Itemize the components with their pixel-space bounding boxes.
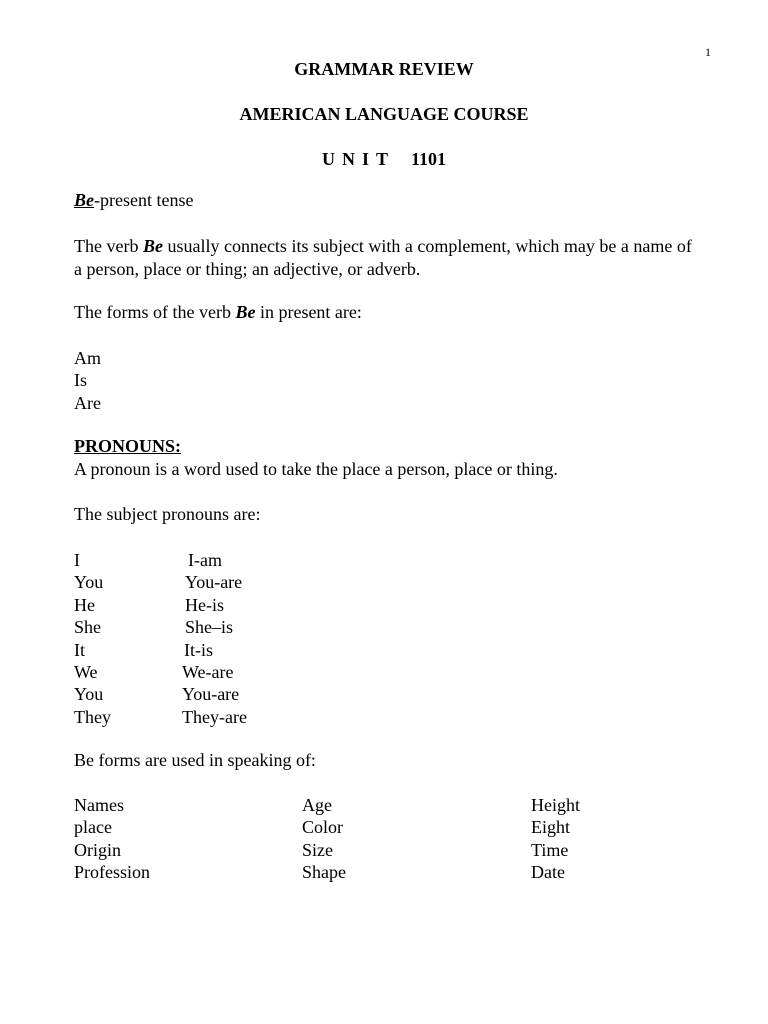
list-item: You-are <box>182 684 240 705</box>
be-forms-list <box>74 347 101 414</box>
document-title: GRAMMAR REVIEW <box>294 59 474 79</box>
list-item: They-are <box>182 706 247 727</box>
section-be-title-word: Be <box>74 190 94 210</box>
list-item: Names <box>74 795 124 815</box>
list-item: Profession <box>74 862 150 883</box>
be-definition-emphasis: Be <box>142 236 163 256</box>
be-forms-intro <box>74 302 362 323</box>
list-item: Origin <box>74 839 121 860</box>
pronoun-be-forms-list <box>182 549 247 728</box>
be-definition-text-start: The verb <box>74 236 143 256</box>
be-forms-intro-start: The forms of the verb <box>74 302 236 322</box>
list-item: Size <box>302 839 333 860</box>
list-item: She–is <box>185 617 234 638</box>
list-item: Color <box>302 817 344 838</box>
list-item: It-is <box>184 639 213 660</box>
list-item: We <box>74 662 98 683</box>
list-item: It <box>74 639 85 660</box>
list-item: We-are <box>182 662 234 683</box>
pronoun-definition: A pronoun is a word used to take the place a person, place or thing. <box>74 459 558 479</box>
list-item: I-am <box>188 550 222 570</box>
list-item: Date <box>531 862 565 883</box>
list-item: You <box>74 572 104 593</box>
list-item: Am <box>74 348 101 368</box>
usage-column-2 <box>302 794 346 884</box>
be-definition-paragraph <box>74 235 694 280</box>
list-item: They <box>74 706 111 727</box>
list-item: Shape <box>302 862 346 883</box>
list-item: Eight <box>531 817 570 838</box>
usage-column-3 <box>531 794 580 884</box>
list-item: Age <box>302 795 332 815</box>
list-item: Are <box>74 392 101 413</box>
be-definition-text-end: usually connects its subject with a complement, which may be a name of a person, place or thing; an adjective, or adverb. <box>74 236 692 279</box>
list-item: He <box>74 594 95 615</box>
list-item: Is <box>74 370 87 391</box>
be-forms-intro-emphasis: Be <box>235 302 256 322</box>
list-item: Time <box>531 839 569 860</box>
be-forms-intro-end: in present are: <box>255 302 362 322</box>
list-item: She <box>74 617 101 638</box>
list-item: You <box>74 684 104 705</box>
list-item: He-is <box>185 594 224 615</box>
section-be-title-rest: -present tense <box>94 190 194 210</box>
unit-heading <box>0 149 768 170</box>
pronouns-heading: PRONOUNS: <box>74 436 181 456</box>
course-title: AMERICAN LANGUAGE COURSE <box>239 104 529 124</box>
unit-word: UNIT <box>321 149 395 169</box>
subject-pronouns-list <box>74 549 111 728</box>
section-be-title <box>74 190 193 211</box>
list-item: place <box>74 817 112 838</box>
list-item: You-are <box>185 572 243 593</box>
usage-column-1 <box>74 794 150 884</box>
list-item: I <box>74 550 80 570</box>
subject-pronouns-intro: The subject pronouns are: <box>74 504 261 524</box>
page-number: 1 <box>705 45 711 59</box>
unit-number: 1101 <box>411 149 447 169</box>
usage-intro: Be forms are used in speaking of: <box>74 750 316 770</box>
list-item: Height <box>531 795 580 815</box>
